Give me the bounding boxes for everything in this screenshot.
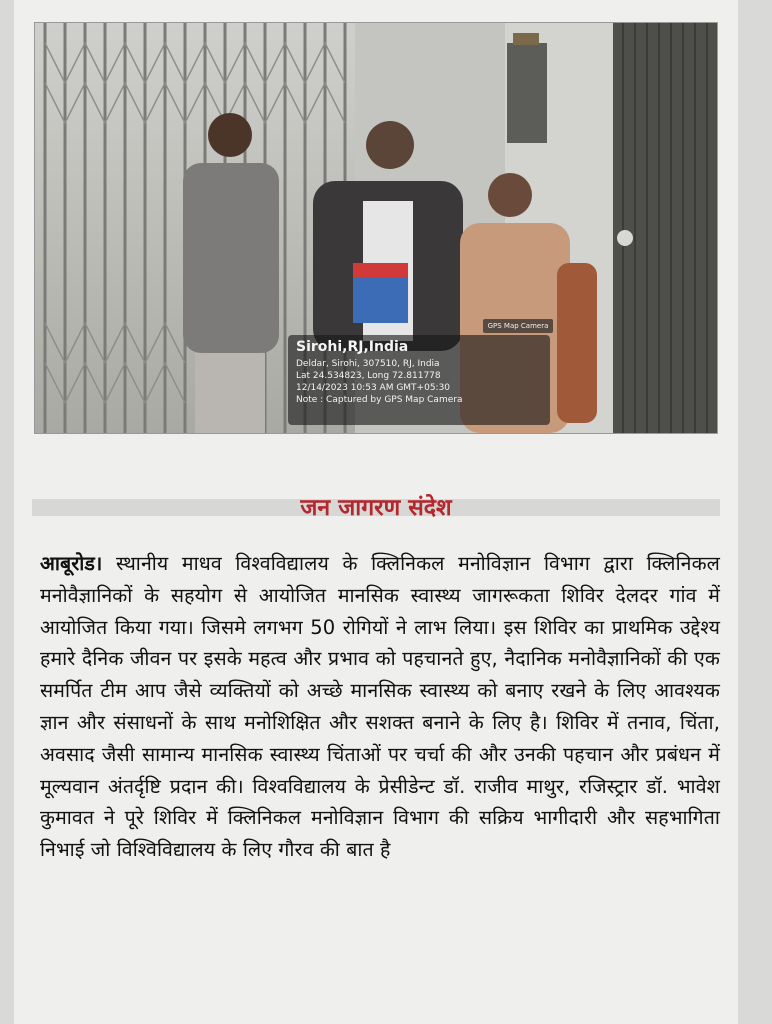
geotag-overlay (288, 335, 550, 425)
article-body (40, 548, 720, 866)
headline: जन जागरण संदेश (300, 495, 452, 521)
geotag-coords: Lat 24.534823, Long 72.811778 (296, 371, 441, 381)
article-text: स्थानीय माधव विश्वविद्यालय के क्लिनिकल मनोविज्ञान विभाग द्वारा क्लिनिकल मनोवैज्ञानिकों के सहयोग से आयोजित मानसिक स्वास्थ्य जागरूकता शिविर देलदर गांव में आयोजित किया गया। जिसमे लगभग 50 रोगियों ने लाभ लिया। इस शिविर का प्राथमिक उद्देश्य हमारे दैनिक जीवन पर इसके महत्व और प्रभाव को पहचानते हुए, नैदानिक मनोवैज्ञानिकों की एक समर्पित टीम आप जैसे व्यक्तियों को अच्छे मानसिक स्वास्थ्य को बनाए रखने के लिए आवश्यक ज्ञान और संसाधनों के साथ मनोशिक्षित और सशक्त बनाने के लिए है। शिविर में तनाव, चिंता, अवसाद जैसी सामान्य मानसिक स्वास्थ्य चिंताओं पर चर्चा की और उनकी पहचान और प्रबंधन में मूल्यवान अंतर्दृष्टि प्रदान की। विश्वविद्यालय के प्रेसीडेन्ट डॉ. राजीव माथुर, रजिस्ट्रार डॉ. भावेश कुमावत ने पूरे शिविर में क्लिनिकल मनोविज्ञान विभाग की सक्रिय भागीदारी और सहभागिता निभाई जो विश्विविद्यालय के लिए गौरव की बात है (40, 552, 720, 862)
news-photo (34, 22, 718, 434)
news-clipping (14, 0, 738, 1024)
geotag-note: Note : Captured by GPS Map Camera (296, 395, 463, 405)
geotag-address: Deldar, Sirohi, 307510, RJ, India (296, 359, 440, 369)
article-dateline: आबूरोड। (40, 552, 103, 575)
geotag-datetime: 12/14/2023 10:53 AM GMT+05:30 (296, 383, 451, 393)
gps-camera-tag: GPS Map Camera (483, 319, 553, 333)
geotag-place: Sirohi,RJ,India (296, 339, 409, 355)
